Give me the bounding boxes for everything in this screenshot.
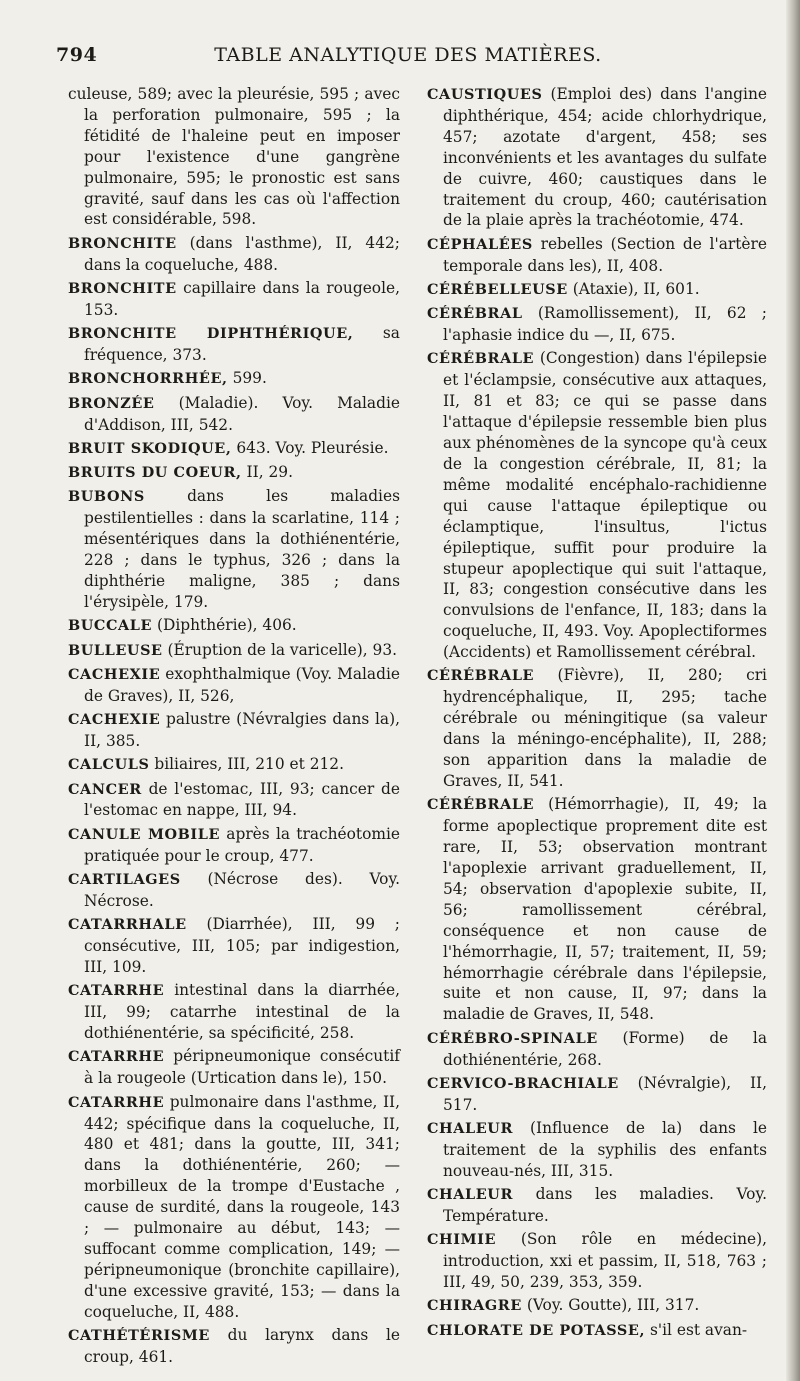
index-entry (427, 348, 767, 663)
index-entry (68, 869, 400, 912)
entry-text: (Fièvre), II, 280; cri hydrencéphalique, II, 295; tache cérébrale ou méningitique (sa valeur dans la méningo-encéphalite), II, 288; son apparition dans la maladie de Graves, II, 541. (443, 666, 767, 790)
entry-headword: CATARRHE (68, 982, 165, 1000)
entry-text: (Maladie). Voy. Maladie d'Addison, III, 542. (84, 393, 400, 434)
index-entry (68, 709, 400, 752)
entry-text: sa fréquence, 373. (84, 324, 400, 365)
entry-text: (Hémorrhagie), II, 49; la forme apoplectique proprement dite est rare, II, 53; observation montrant l'apoplexie arrivant graduellement, II, 54; observation d'apoplexie subite, II, 56; ramollissement cérébral, conséquence et non cause de l'hémorrhagie, II, 57; traitement, II, 59; hémorrhagie cérébrale dans l'épilepsie, suite et non cause, II, 97; dans la maladie de Graves, II, 548. (443, 795, 767, 1024)
index-entry (68, 779, 400, 822)
page-title: TABLE ANALYTIQUE DES MATIÈRES. (214, 44, 602, 66)
entry-headword: CAUSTIQUES (427, 86, 543, 103)
index-entry (68, 278, 400, 321)
entry-headword: CATARRHALE (68, 916, 187, 934)
entry-headword: CHALEUR (427, 1186, 514, 1204)
entry-text: (Forme) de la dothiénentérie, 268. (443, 1028, 767, 1069)
entry-text: (Son rôle en médecine), introduction, xxi et passim, II, 518, 763 ; III, 49, 50, 239, 353, 359. (443, 1230, 767, 1292)
index-entry (427, 1229, 767, 1293)
index-entry (427, 665, 767, 791)
entry-headword: CATARRHE (68, 1093, 165, 1111)
index-entry (427, 1073, 767, 1116)
entry-text: (Congestion) dans l'épilepsie et l'éclampsie, consécutive aux attaques, II, 81 et 83; ce qui se passe dans l'attaque d'épilepsie ressemble bien plus aux phénomènes de la syncope qu'à ceux de la congestion cérébrale, II, 81; la même modalité encéphalo-rachidienne qui cause l'attaque épileptique ou éclamptique, l'insultus, l'ictus épileptique, suffit pour produire la stupeur apoplectique qui suit l'attaque, II, 83; congestion consécutive dans les convulsions de l'enfance, II, 183; dans la coqueluche, II, 493. Voy. Apoplectiformes (Accidents) et Ramollissement cérébral. (443, 349, 767, 662)
entry-headword: CANCER (68, 780, 142, 798)
index-entry (68, 438, 400, 460)
entry-headword: CATARRHE (68, 1048, 165, 1066)
entry-headword: CÉRÉBRALE (427, 350, 535, 368)
right-column (427, 84, 767, 1344)
index-entry (427, 279, 767, 301)
entry-headword: CHIRAGRE (427, 1297, 522, 1315)
entry-text: (Névralgie), II, 517. (443, 1073, 767, 1114)
entry-headword: BRONZÉE (68, 394, 155, 412)
entry-headword: CACHEXIE (68, 711, 161, 729)
entry-text: rebelles (Section de l'artère temporale dans les), II, 408. (443, 234, 767, 275)
running-header (56, 44, 760, 74)
entry-text: capillaire dans la rougeole, 153. (84, 278, 400, 319)
entry-text: II, 29. (246, 463, 293, 482)
entry-headword: BUBONS (68, 488, 145, 506)
entry-text: 599. (232, 369, 267, 388)
index-entry (68, 393, 400, 436)
index-entry (427, 1184, 767, 1227)
entry-text: s'il est avan- (649, 1320, 748, 1339)
entry-headword: CÉRÉBRAL (427, 305, 523, 323)
index-entry (427, 303, 767, 346)
index-entry (68, 462, 400, 484)
entry-headword: CERVICO-BRACHIALE (427, 1074, 619, 1092)
index-entry (427, 1320, 767, 1342)
page-number: 794 (56, 44, 98, 66)
entry-headword: CÉRÉBRALE (427, 796, 535, 814)
entry-text: exophthalmique (Voy. Maladie de Graves), II, 526, (84, 664, 400, 705)
entry-text: (Éruption de la varicelle), 93. (167, 640, 398, 659)
entry-headword: CARTILAGES (68, 870, 181, 888)
entry-headword: CÉRÉBRALE (427, 667, 535, 685)
entry-text: 643. Voy. Pleurésie. (236, 438, 389, 457)
entry-text: (Influence de la) dans le traitement de la syphilis des enfants nouveau-nés, III, 315. (443, 1119, 767, 1180)
index-entry (68, 754, 400, 776)
entry-text: dans les maladies. Voy. Température. (443, 1185, 767, 1226)
entry-headword: BRONCHORRHÉE, (68, 370, 228, 388)
index-entry (68, 368, 400, 390)
index-entry (427, 794, 767, 1025)
entry-text: (Diarrhée), III, 99 ; consécutive, III, 105; par indigestion, III, 109. (84, 915, 400, 976)
entry-headword: BRONCHITE DIPHTHÉRIQUE, (68, 325, 354, 343)
entry-headword: BULLEUSE (68, 641, 163, 659)
index-entry (68, 664, 400, 707)
index-entry (427, 1295, 767, 1317)
entry-headword: CATHÉTÉRISME (68, 1326, 210, 1344)
entry-headword: CALCULS (68, 756, 150, 774)
entry-text: (Diphthérie), 406. (156, 616, 297, 635)
entry-text: (Emploi des) dans l'angine diphthérique, 454; acide chlorhydrique, 457; azotate d'argent, 458; ses inconvénients et les avantages du sulfate de cuivre, 460; caustiques dans le traitement du croup, 460; cautérisation de la plaie après la trachéotomie, 474. (443, 85, 767, 230)
index-entry (68, 914, 400, 978)
entry-text: (Voy. Goutte), III, 317. (526, 1296, 700, 1315)
index-entry (68, 233, 400, 276)
index-entry (427, 84, 767, 231)
entry-text: culeuse, 589; avec la pleurésie, 595 ; avec la perforation pulmonaire, 595 ; la fétidité de l'haleine peut en imposer pour l'existence d'une gangrène pulmonaire, 595; le pronostic est sans gravité, sauf dans les cas où l'affection est considérable, 598. (68, 85, 400, 229)
index-entry (68, 1046, 400, 1089)
index-entry (68, 323, 400, 366)
entry-text: (Ataxie), II, 601. (572, 279, 700, 298)
page-edge-shadow (786, 0, 800, 1381)
entry-headword: CÉPHALÉES (427, 235, 533, 253)
index-entry (68, 1092, 400, 1323)
index-entry (68, 824, 400, 867)
entry-headword: CÉRÉBELLEUSE (427, 280, 568, 298)
index-entry (427, 1028, 767, 1071)
entry-headword: CÉRÉBRO-SPINALE (427, 1029, 598, 1047)
entry-headword: CACHEXIE (68, 665, 161, 683)
entry-headword: BRONCHITE (68, 234, 177, 252)
index-entry (68, 640, 400, 662)
index-entry (68, 980, 400, 1044)
entry-text: de l'estomac, III, 93; cancer de l'estomac en nappe, III, 94. (84, 779, 400, 820)
index-entry (68, 486, 400, 612)
entry-text: (Nécrose des). Voy. Nécrose. (84, 869, 400, 910)
entry-headword: CHALEUR (427, 1120, 514, 1138)
index-entry (68, 84, 400, 230)
index-entry (427, 1118, 767, 1182)
entry-headword: BRUIT SKODIQUE, (68, 439, 232, 457)
entry-text: pulmonaire dans l'asthme, II, 442; spécifique dans la coqueluche, II, 480 et 481; dans la goutte, III, 341; dans la dothiénentérie, 260; — morbilleux de la trompe d'Eustache , cause de surdité, dans la rougeole, 143 ; — pulmonaire au début, 143; — suffocant comme complication, 149; — péripneumonique (bronchite capillaire), d'une excessive gravité, 153; — dans la coqueluche, II, 488. (84, 1092, 400, 1321)
entry-headword: BRONCHITE (68, 279, 177, 297)
entry-text: (dans l'asthme), II, 442; dans la coqueluche, 488. (84, 233, 400, 274)
entry-headword: CANULE MOBILE (68, 825, 221, 843)
entry-headword: CHLORATE DE POTASSE, (427, 1321, 646, 1339)
entry-text: intestinal dans la diarrhée, III, 99; catarrhe intestinal de la dothiénentérie, sa spécificité, 258. (84, 981, 400, 1043)
entry-text: (Ramollissement), II, 62 ; l'aphasie indice du —, II, 675. (443, 304, 767, 345)
entry-text: palustre (Névralgies dans la), II, 385. (84, 710, 400, 750)
index-entry (427, 234, 767, 277)
entry-text: péripneumonique consécutif à la rougeole (Urtication dans le), 150. (84, 1047, 400, 1088)
entry-headword: BUCCALE (68, 617, 153, 635)
entry-text: après la trachéotomie pratiquée pour le croup, 477. (84, 824, 400, 865)
left-column (68, 84, 400, 1370)
index-entry (68, 1325, 400, 1368)
entry-headword: CHIMIE (427, 1231, 497, 1249)
entry-text: biliaires, III, 210 et 212. (154, 755, 344, 774)
index-entry (68, 615, 400, 637)
entry-headword: BRUITS DU COEUR, (68, 464, 242, 482)
entry-text: dans les maladies pestilentielles : dans la scarlatine, 114 ; mésentériques dans la dothiénentérie, 228 ; dans le typhus, 326 ; dans la diphthérie maligne, 385 ; dans l'érysipèle, 179. (84, 487, 400, 611)
entry-text: du larynx dans le croup, 461. (84, 1325, 400, 1366)
